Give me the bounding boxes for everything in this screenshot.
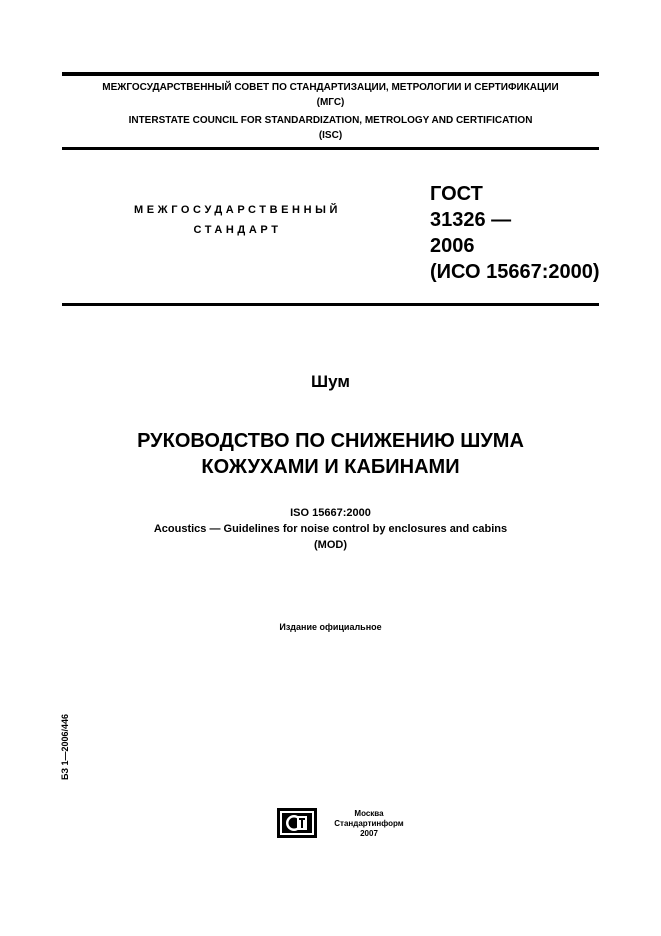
gost-line1: ГОСТ — [430, 183, 483, 205]
topic-heading: Шум — [311, 372, 350, 391]
title-line2: КОЖУХАМИ И КАБИНАМИ — [201, 456, 460, 478]
standard-type-line2: СТАНДАРТ — [193, 224, 282, 236]
title-line1: РУКОВОДСТВО ПО СНИЖЕНИЮ ШУМА — [137, 430, 524, 452]
council-ru — [62, 80, 599, 110]
iso-number: ISO 15667:2000 — [290, 507, 371, 519]
document-title — [62, 428, 599, 480]
gost-line3: 2006 — [430, 235, 475, 257]
council-en-line2: (ISC) — [318, 130, 343, 141]
publisher-city: Москва — [354, 809, 384, 818]
iso-reference — [62, 505, 599, 553]
council-ru-line2: (МГС) — [316, 97, 345, 108]
council-en-line1: INTERSTATE COUNCIL FOR STANDARDIZATION, METROLOGY AND CERTIFICATION — [128, 115, 533, 126]
standard-type-line1: МЕЖГОСУДАРСТВЕННЫЙ — [133, 204, 342, 216]
publisher-block — [316, 809, 422, 839]
mid-rule — [62, 303, 599, 306]
standard-type — [110, 200, 365, 240]
edition-label: Издание официальное — [279, 622, 382, 632]
gost-line2: 31326 — — [430, 209, 512, 231]
top-rule — [62, 72, 599, 76]
standartinform-logo-icon — [277, 808, 317, 838]
gost-line4: (ИСО 15667:2000) — [430, 261, 600, 283]
publisher-year: 2007 — [360, 829, 378, 838]
council-en — [62, 113, 599, 143]
publisher-name: Стандартинформ — [334, 819, 404, 828]
gost-designation — [430, 181, 600, 285]
header-bottom-rule — [62, 147, 599, 150]
council-ru-line1: МЕЖГОСУДАРСТВЕННЫЙ СОВЕТ ПО СТАНДАРТИЗАЦИИ, МЕТРОЛОГИИ И СЕРТИФИКАЦИИ — [102, 82, 559, 93]
iso-mod: (MOD) — [314, 539, 347, 551]
side-note: БЗ 1—2006/446 — [60, 713, 70, 780]
iso-title: Acoustics — Guidelines for noise control by enclosures and cabins — [153, 523, 508, 535]
